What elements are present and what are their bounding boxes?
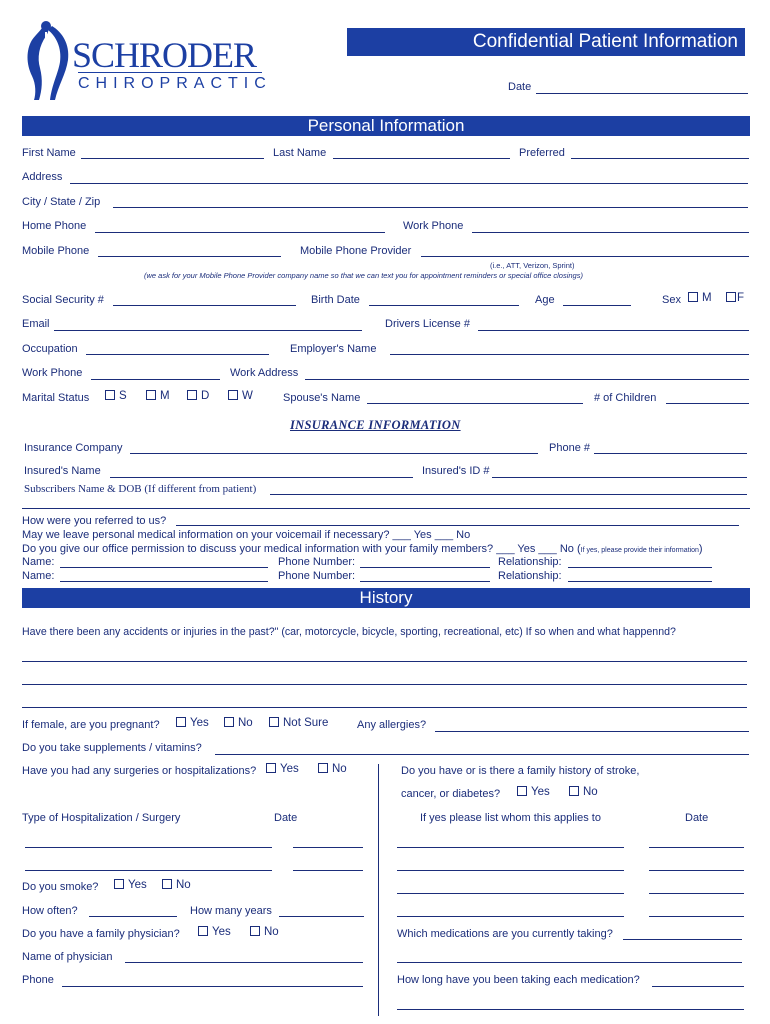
hosp-date-line-2[interactable] bbox=[293, 870, 363, 871]
marital-s-option[interactable] bbox=[105, 390, 127, 402]
checkbox-icon bbox=[266, 763, 276, 773]
referred-label: How were you referred to us? bbox=[22, 515, 167, 527]
name2-label: Name: bbox=[22, 570, 55, 582]
how-many-years-field[interactable] bbox=[279, 916, 364, 917]
header-title-box bbox=[347, 28, 745, 56]
drivers-license-field[interactable] bbox=[478, 330, 749, 331]
personal-info-bar: Personal Information bbox=[22, 116, 750, 136]
last-name-label: Last Name bbox=[273, 147, 327, 159]
occupation-field[interactable] bbox=[86, 354, 269, 355]
physician-yes-label: Yes bbox=[212, 926, 231, 938]
supplements-field[interactable] bbox=[215, 754, 749, 755]
accidents-line-3[interactable] bbox=[22, 707, 747, 708]
city-label: City / State / Zip bbox=[22, 196, 101, 208]
surgeries-yes-option[interactable] bbox=[266, 763, 299, 775]
family-date-label: Date bbox=[685, 812, 709, 824]
physician-no-label: No bbox=[264, 926, 279, 938]
family-date-line-3[interactable] bbox=[649, 893, 744, 894]
birth-date-field[interactable] bbox=[369, 305, 519, 306]
smoke-yes-label: Yes bbox=[128, 879, 147, 891]
name-physician-label: Name of physician bbox=[22, 951, 113, 963]
pregnant-yes-option[interactable] bbox=[176, 717, 209, 729]
relationship1-label: Relationship: bbox=[498, 556, 562, 568]
drivers-license-label: Drivers License # bbox=[385, 318, 470, 330]
mobile-provider-label: Mobile Phone Provider bbox=[300, 245, 412, 257]
preferred-field[interactable] bbox=[571, 158, 749, 159]
pregnant-notsure-option[interactable] bbox=[269, 717, 328, 729]
schroder-logo-figure bbox=[22, 20, 76, 102]
first-name-label: First Name bbox=[22, 147, 76, 159]
marital-w-label: W bbox=[242, 390, 253, 402]
referred-field[interactable] bbox=[176, 525, 739, 526]
checkbox-icon bbox=[726, 292, 736, 302]
name1-field[interactable] bbox=[60, 567, 268, 568]
smoke-label: Do you smoke? bbox=[22, 881, 99, 893]
family-date-line-1[interactable] bbox=[649, 847, 744, 848]
insurance-company-label: Insurance Company bbox=[24, 442, 123, 454]
insurance-title: INSURANCE INFORMATION bbox=[290, 418, 461, 432]
date-field[interactable] bbox=[536, 93, 748, 94]
pregnant-notsure-label: Not Sure bbox=[283, 717, 329, 729]
physician-phone-label: Phone bbox=[22, 974, 54, 986]
ssn-field[interactable] bbox=[113, 305, 296, 306]
accidents-line-2[interactable] bbox=[22, 684, 747, 685]
smoke-no-label: No bbox=[176, 879, 191, 891]
checkbox-icon bbox=[517, 786, 527, 796]
physician-phone-field[interactable] bbox=[62, 986, 363, 987]
supplements-label: Do you take supplements / vitamins? bbox=[22, 742, 202, 754]
children-field[interactable] bbox=[666, 403, 749, 404]
work-phone2-field[interactable] bbox=[91, 379, 220, 380]
home-phone-label: Home Phone bbox=[22, 220, 87, 232]
checkbox-icon bbox=[105, 390, 115, 400]
spouse-label: Spouse's Name bbox=[283, 392, 361, 404]
relationship1-field[interactable] bbox=[568, 567, 712, 568]
checkbox-icon bbox=[318, 763, 328, 773]
insurance-phone-field[interactable] bbox=[594, 453, 747, 454]
occupation-label: Occupation bbox=[22, 343, 78, 355]
first-name-field[interactable] bbox=[81, 158, 264, 159]
how-often-label: How often? bbox=[22, 905, 78, 917]
ssn-label: Social Security # bbox=[22, 294, 104, 306]
how-long-line-2[interactable] bbox=[397, 1009, 744, 1010]
age-label: Age bbox=[535, 294, 555, 306]
email-label: Email bbox=[22, 318, 50, 330]
how-often-field[interactable] bbox=[89, 916, 177, 917]
work-phone2-label: Work Phone bbox=[22, 367, 83, 379]
column-divider bbox=[378, 764, 379, 1016]
employer-field[interactable] bbox=[390, 354, 749, 355]
smoke-no-option[interactable] bbox=[162, 879, 191, 891]
sex-m-option[interactable] bbox=[688, 292, 712, 304]
checkbox-icon bbox=[162, 879, 172, 889]
family-permission-question bbox=[22, 542, 703, 558]
last-name-field[interactable] bbox=[333, 158, 510, 159]
pregnant-no-option[interactable] bbox=[224, 717, 253, 729]
phone2-field[interactable] bbox=[360, 581, 490, 582]
name-physician-field[interactable] bbox=[125, 962, 363, 963]
relationship2-field[interactable] bbox=[568, 581, 712, 582]
address-label: Address bbox=[22, 171, 63, 183]
hosp-date-label: Date bbox=[274, 812, 298, 824]
medications-field[interactable] bbox=[623, 939, 742, 940]
pregnant-no-label: No bbox=[238, 717, 253, 729]
family-history-no-option[interactable] bbox=[569, 786, 598, 798]
provider-note: (we ask for your Mobile Phone Provider company name so that we can text you for appointment reminders or special office closings) bbox=[144, 271, 583, 280]
work-phone-label: Work Phone bbox=[403, 220, 464, 232]
provider-example: (i.e., ATT, Verizon, Sprint) bbox=[490, 261, 575, 270]
address-field[interactable] bbox=[70, 183, 748, 184]
name1-label: Name: bbox=[22, 556, 55, 568]
mobile-phone-label: Mobile Phone bbox=[22, 245, 90, 257]
header-title: Confidential Patient Information bbox=[472, 31, 738, 52]
family-date-line-2[interactable] bbox=[649, 870, 744, 871]
checkbox-icon bbox=[146, 390, 156, 400]
checkbox-icon bbox=[114, 879, 124, 889]
marital-w-option[interactable] bbox=[228, 390, 253, 402]
family-whom-line-1[interactable] bbox=[397, 847, 624, 848]
brand-sub: CHIROPRACTIC bbox=[78, 75, 272, 92]
insured-id-field[interactable] bbox=[492, 477, 747, 478]
hosp-type-line-1[interactable] bbox=[25, 847, 272, 848]
family-history-line2: cancer, or diabetes? bbox=[401, 788, 501, 800]
phone1-field[interactable] bbox=[360, 567, 490, 568]
allergies-field[interactable] bbox=[435, 731, 749, 732]
referral-block bbox=[22, 514, 703, 558]
how-long-label: How long have you been taking each medication? bbox=[397, 974, 640, 986]
physician-yes-option[interactable] bbox=[198, 926, 231, 938]
checkbox-icon bbox=[250, 926, 260, 936]
section-divider bbox=[22, 508, 750, 509]
smoke-yes-option[interactable] bbox=[114, 879, 147, 891]
accidents-line-1[interactable] bbox=[22, 661, 747, 662]
pregnant-label: If female, are you pregnant? bbox=[22, 719, 160, 731]
date-label: Date bbox=[508, 81, 532, 93]
type-hosp-label: Type of Hospitalization / Surgery bbox=[22, 812, 181, 824]
checkbox-icon bbox=[688, 292, 698, 302]
family-permission-text: Do you give our office permission to discuss your medical information with your family members? ___ Yes ___ No ( bbox=[22, 543, 581, 555]
family-permission-note: If yes, please provide their information bbox=[580, 547, 699, 554]
list-whom-label: If yes please list whom this applies to bbox=[420, 812, 601, 824]
home-phone-field[interactable] bbox=[95, 232, 385, 233]
family-history-no-label: No bbox=[583, 786, 598, 798]
family-history-line1: Do you have or is there a family history of stroke, bbox=[401, 765, 640, 777]
hosp-date-line-1[interactable] bbox=[293, 847, 363, 848]
family-whom-line-2[interactable] bbox=[397, 870, 624, 871]
insurance-company-field[interactable] bbox=[130, 453, 538, 454]
surgeries-no-option[interactable] bbox=[318, 763, 347, 775]
medications-label: Which medications are you currently taking? bbox=[397, 928, 613, 940]
surgeries-label: Have you had any surgeries or hospitalizations? bbox=[22, 765, 257, 777]
work-address-field[interactable] bbox=[305, 379, 749, 380]
checkbox-icon bbox=[269, 717, 279, 727]
hosp-type-line-2[interactable] bbox=[25, 870, 272, 871]
marital-s-label: S bbox=[119, 390, 127, 402]
insured-name-label: Insured's Name bbox=[24, 465, 101, 477]
voicemail-question: May we leave personal medical information on your voicemail if necessary? ___ Yes ___ No bbox=[22, 529, 471, 541]
spouse-field[interactable] bbox=[367, 403, 583, 404]
how-long-field[interactable] bbox=[652, 986, 744, 987]
marital-d-option[interactable] bbox=[187, 390, 209, 402]
phone2-label: Phone Number: bbox=[278, 570, 356, 582]
sex-label: Sex bbox=[662, 294, 681, 306]
sex-m-label: M bbox=[702, 292, 712, 304]
marital-d-label: D bbox=[201, 390, 210, 402]
family-date-line-4[interactable] bbox=[649, 916, 744, 917]
phone1-label: Phone Number: bbox=[278, 556, 356, 568]
email-field[interactable] bbox=[54, 330, 362, 331]
allergies-label: Any allergies? bbox=[357, 719, 427, 731]
family-history-yes-option[interactable] bbox=[517, 786, 550, 798]
city-field[interactable] bbox=[113, 207, 748, 208]
medications-line-2[interactable] bbox=[397, 962, 742, 963]
sex-f-label: F bbox=[737, 292, 745, 304]
insured-id-label: Insured's ID # bbox=[422, 465, 490, 477]
surgeries-no-label: No bbox=[332, 763, 347, 775]
family-physician-label: Do you have a family physician? bbox=[22, 928, 180, 940]
family-whom-line-3[interactable] bbox=[397, 893, 624, 894]
brand-name: SCHRODER bbox=[72, 35, 257, 75]
checkbox-icon bbox=[187, 390, 197, 400]
insurance-phone-label: Phone # bbox=[549, 442, 590, 454]
mobile-provider-field[interactable] bbox=[421, 256, 749, 257]
history-bar: History bbox=[22, 588, 750, 608]
family-permission-close: ) bbox=[698, 543, 703, 555]
mobile-phone-field[interactable] bbox=[98, 256, 281, 257]
age-field[interactable] bbox=[563, 305, 631, 306]
preferred-label: Preferred bbox=[519, 147, 565, 159]
accidents-question: Have there been any accidents or injuries in the past?" (car, motorcycle, bicycle, sporting, recreational, etc) If so when and what happennd? bbox=[22, 626, 676, 638]
name2-field[interactable] bbox=[60, 581, 268, 582]
family-history-yes-label: Yes bbox=[531, 786, 550, 798]
checkbox-icon bbox=[198, 926, 208, 936]
employer-label: Employer's Name bbox=[290, 343, 377, 355]
subscriber-field[interactable] bbox=[270, 494, 747, 495]
birth-date-label: Birth Date bbox=[311, 294, 360, 306]
relationship2-label: Relationship: bbox=[498, 570, 562, 582]
checkbox-icon bbox=[176, 717, 186, 727]
work-address-label: Work Address bbox=[230, 367, 299, 379]
work-phone-field[interactable] bbox=[472, 232, 749, 233]
marital-m-option[interactable] bbox=[146, 390, 170, 402]
family-whom-line-4[interactable] bbox=[397, 916, 624, 917]
marital-m-label: M bbox=[160, 390, 170, 402]
physician-no-option[interactable] bbox=[250, 926, 279, 938]
surgeries-yes-label: Yes bbox=[280, 763, 299, 775]
brand-rule bbox=[78, 72, 262, 73]
marital-label: Marital Status bbox=[22, 392, 90, 404]
checkbox-icon bbox=[224, 717, 234, 727]
checkbox-icon bbox=[569, 786, 579, 796]
checkbox-icon bbox=[228, 390, 238, 400]
children-label: # of Children bbox=[594, 392, 657, 404]
sex-f-option[interactable] bbox=[726, 292, 744, 304]
insured-name-field[interactable] bbox=[110, 477, 413, 478]
how-many-years-label: How many years bbox=[190, 905, 272, 917]
subscriber-label: Subscribers Name & DOB (If different from patient) bbox=[24, 483, 257, 495]
pregnant-yes-label: Yes bbox=[190, 717, 209, 729]
